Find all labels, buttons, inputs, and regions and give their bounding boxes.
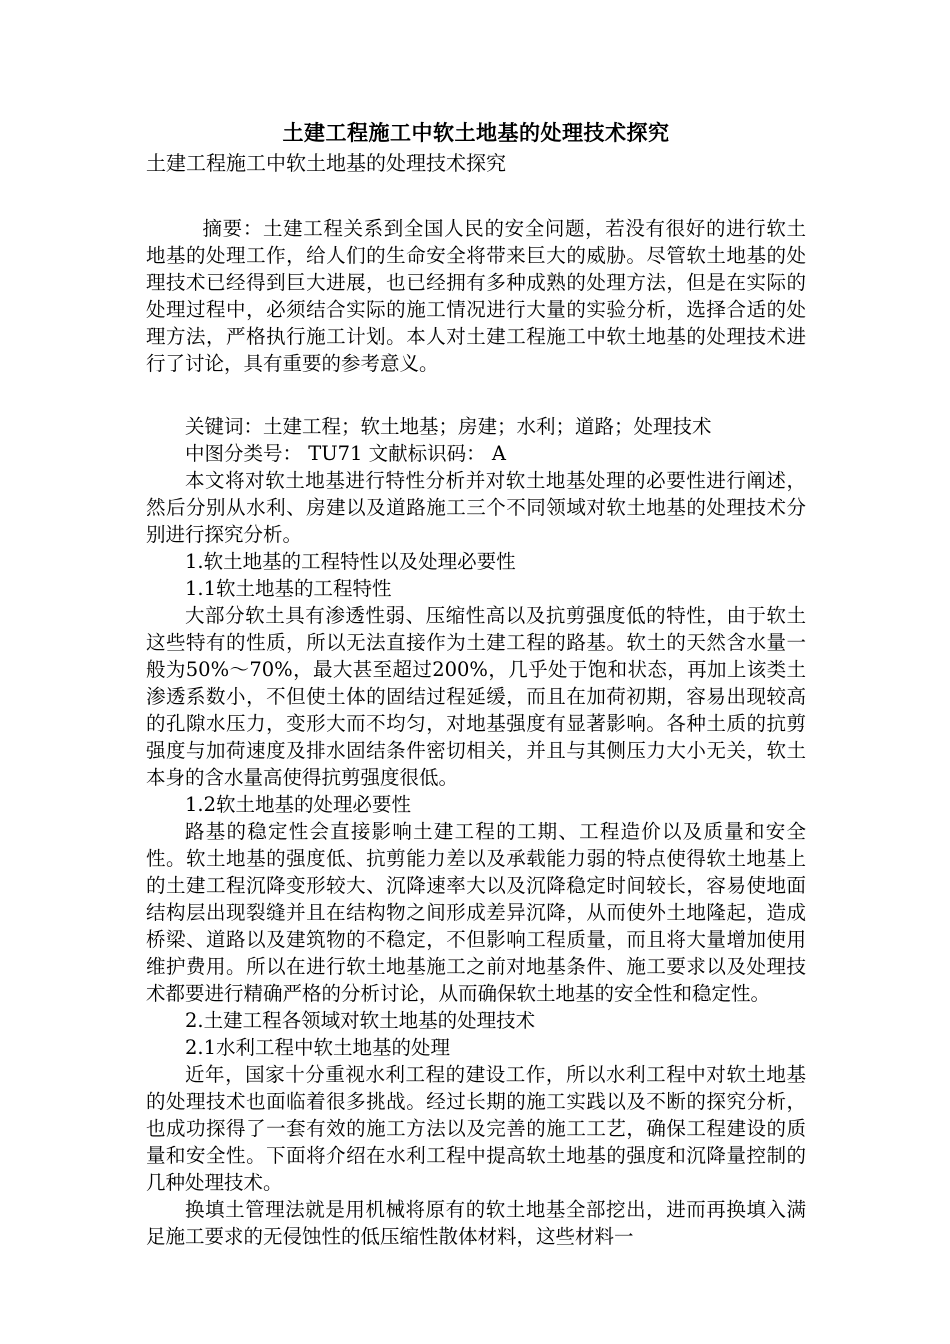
section-1-heading: 1.软土地基的工程特性以及处理必要性	[185, 550, 516, 573]
abstract-paragraph: 摘要：土建工程关系到全国人民的安全问题，若没有很好的进行软土地基的处理工作，给人们的生命安全将带来巨大的威胁。尽管软土地基的处理技术已经得到巨大进展，也已经拥有多种成熟的处理方法，但是在实际的处理过程中，必须结合实际的施工情况进行大量的实验分析，选择合适的处理方法，严格执行施工计划。本人对土建工程施工中软土地基的处理技术进行了讨论，具有重要的参考意义。	[146, 217, 806, 375]
section-2-1-paragraph-2: 换填土管理法就是用机械将原有的软土地基全部挖出，进而再换填入满足施工要求的无侵蚀性的低压缩性散体材料，这些材料一	[146, 1198, 806, 1248]
section-2-1-heading: 2.1水利工程中软土地基的处理	[185, 1036, 451, 1059]
classification-line: 中图分类号： TU71 文献标识码： A	[185, 442, 506, 465]
keywords-line: 关键词：土建工程；软土地基；房建；水利；道路；处理技术	[185, 415, 712, 438]
section-2-heading: 2.土建工程各领域对软土地基的处理技术	[185, 1009, 536, 1032]
document-subtitle: 土建工程施工中软土地基的处理技术探究	[146, 151, 506, 175]
section-1-1-paragraph: 大部分软土具有渗透性弱、压缩性高以及抗剪强度低的特性，由于软土这些特有的性质，所以无法直接作为土建工程的路基。软土的天然含水量一般为50%～70%，最大甚至超过200%，几乎处于饱和状态，再加上该类土渗透系数小，不但使土体的固结过程延缓，而且在加荷初期，容易出现较高的孔隙水压力，变形大而不均匀，对地基强度有显著影响。各种土质的抗剪强度与加荷速度及排水固结条件密切相关，并且与其侧压力大小无关，软土本身的含水量高使得抗剪强度很低。	[146, 604, 806, 789]
section-1-2-paragraph: 路基的稳定性会直接影响土建工程的工期、工程造价以及质量和安全性。软土地基的强度低、抗剪能力差以及承载能力弱的特点使得软土地基上的土建工程沉降变形较大、沉降速率大以及沉降稳定时间较长，容易使地面结构层出现裂缝并且在结构物之间形成差异沉降，从而使外土地隆起，造成桥梁、道路以及建筑物的不稳定，不但影响工程质量，而且将大量增加使用维护费用。所以在进行软土地基施工之前对地基条件、施工要求以及处理技术都要进行精确严格的分析讨论，从而确保软土地基的安全性和稳定性。	[146, 820, 806, 1005]
section-1-2-heading: 1.2软土地基的处理必要性	[185, 793, 412, 816]
section-1-1-heading: 1.1软土地基的工程特性	[185, 577, 392, 600]
document-title: 土建工程施工中软土地基的处理技术探究	[282, 120, 670, 145]
intro-paragraph: 本文将对软土地基进行特性分析并对软土地基处理的必要性进行阐述，然后分别从水利、房建以及道路施工三个不同领域对软土地基的处理技术分别进行探究分析。	[146, 469, 806, 546]
document-page	[146, 118, 806, 1250]
section-2-1-paragraph: 近年，国家十分重视水利工程的建设工作，所以水利工程中对软土地基的处理技术也面临着很多挑战。经过长期的施工实践以及不断的探究分析，也成功探得了一套有效的施工方法以及完善的施工工艺，确保工程建设的质量和安全性。下面将介绍在水利工程中提高软土地基的强度和沉降量控制的几种处理技术。	[146, 1063, 806, 1194]
